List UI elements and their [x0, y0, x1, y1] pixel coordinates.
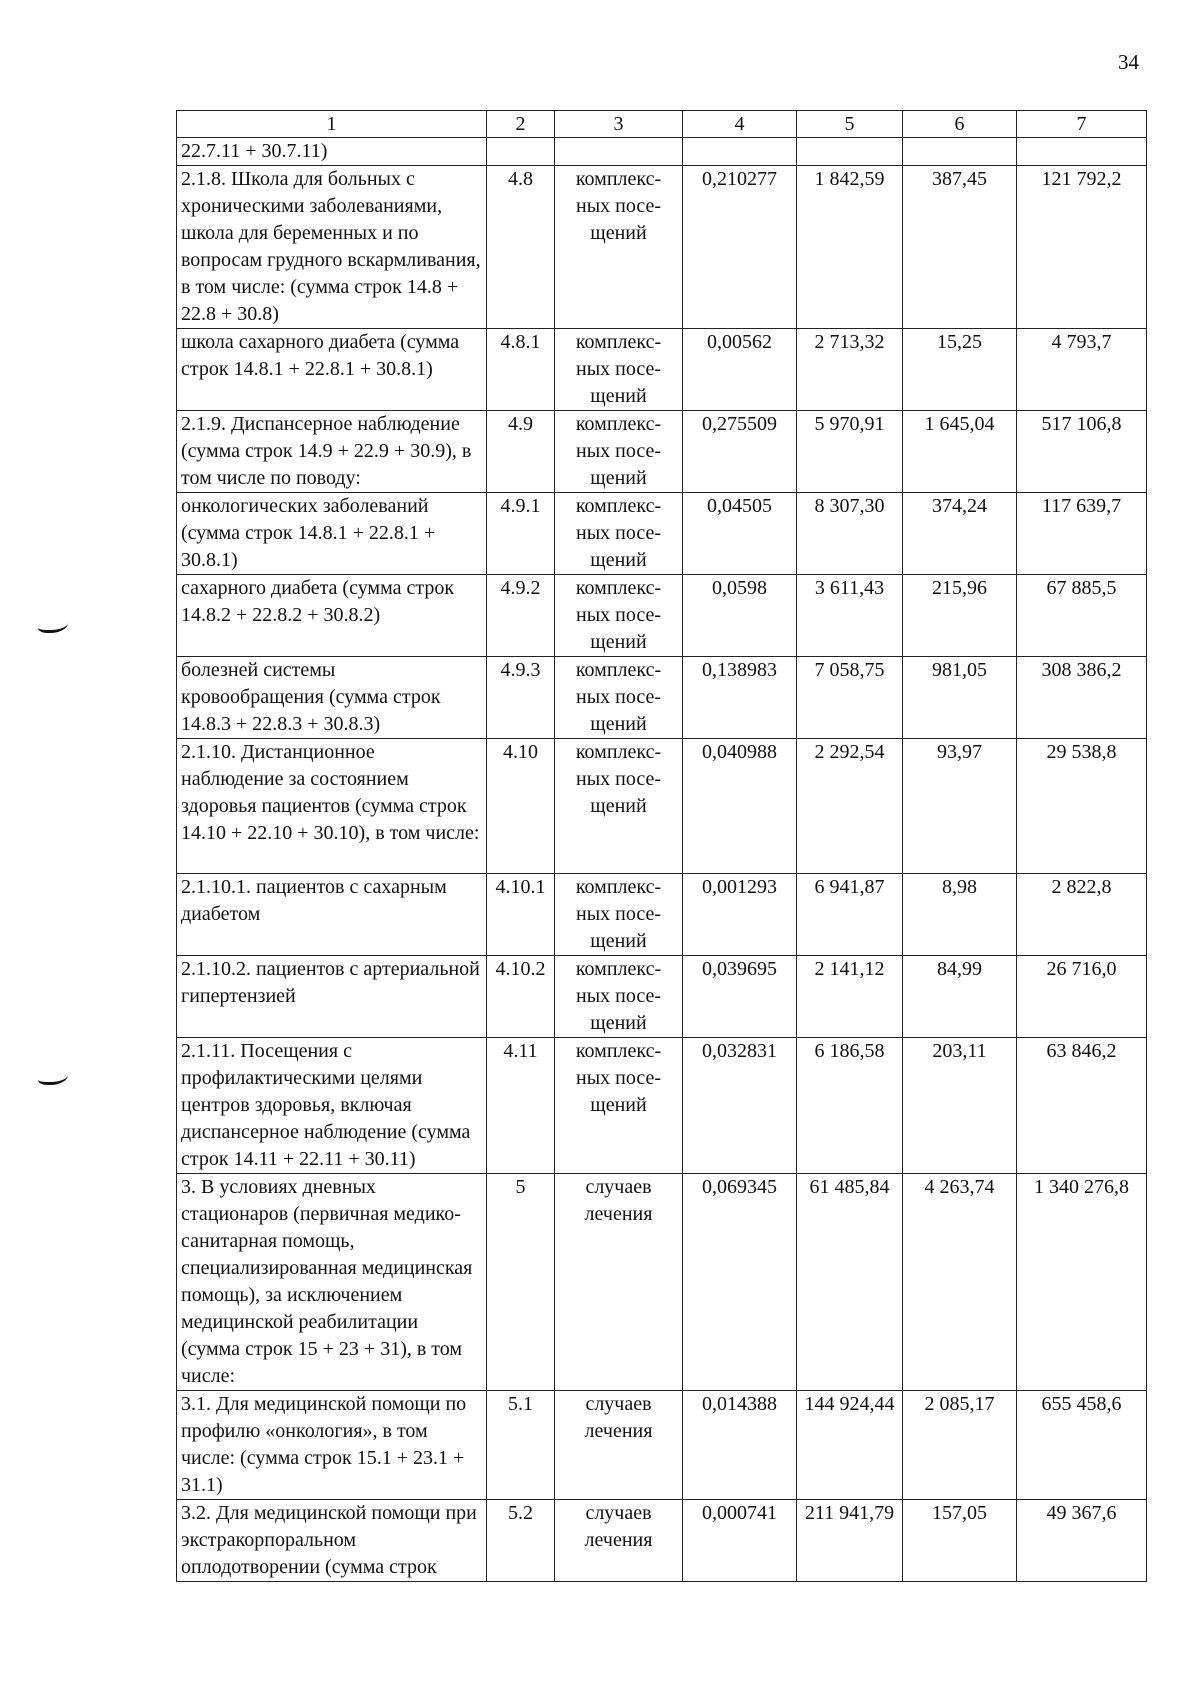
table-cell-c1: болезней системы кровообращения (сумма строк 14.8.3 + 22.8.3 + 30.8.3): [177, 657, 487, 739]
table-cell-c5: 144 924,44: [797, 1391, 903, 1500]
header-cell: 2: [487, 111, 555, 138]
table-cell-c3: комплекс-ных посе-щений: [555, 739, 683, 874]
table-cell-c4: 0,275509: [683, 411, 797, 493]
table-cell-c7: 4 793,7: [1017, 329, 1147, 411]
table-cell-c6: 8,98: [903, 874, 1017, 956]
table-cell-c1: 3.2. Для медицинской помощи при экстракорпоральном оплодотворении (сумма строк: [177, 1500, 487, 1582]
header-cell: 4: [683, 111, 797, 138]
table-cell-c6: 4 263,74: [903, 1174, 1017, 1391]
table-cell-c6: 1 645,04: [903, 411, 1017, 493]
table-cell-c6: 15,25: [903, 329, 1017, 411]
table-cell-c7: 117 639,7: [1017, 493, 1147, 575]
table-cell-c2: 5.1: [487, 1391, 555, 1500]
table-cell-c5: 8 307,30: [797, 493, 903, 575]
table-cell-c7: 308 386,2: [1017, 657, 1147, 739]
table-cell-c2: 4.8.1: [487, 329, 555, 411]
table-cell-c1: 2.1.10. Дистанционное наблюдение за состоянием здоровья пациентов (сумма строк 14.10 + 22.10 + 30.10), в том числе:: [177, 739, 487, 874]
table-cell-c5: 1 842,59: [797, 166, 903, 329]
table-cell-c3: комплекс-ных посе-щений: [555, 493, 683, 575]
header-cell: 5: [797, 111, 903, 138]
table-cell-c5: 6 941,87: [797, 874, 903, 956]
table-cell-c3: комплекс-ных посе-щений: [555, 166, 683, 329]
table-cell-c4: 0,001293: [683, 874, 797, 956]
table-cell-c3: комплекс-ных посе-щений: [555, 874, 683, 956]
table-cell-c6: [903, 138, 1017, 166]
table-cell-c7: 121 792,2: [1017, 166, 1147, 329]
table-cell-c7: [1017, 138, 1147, 166]
table-cell-c6: 374,24: [903, 493, 1017, 575]
table-cell-c6: 981,05: [903, 657, 1017, 739]
table-cell-c5: 2 292,54: [797, 739, 903, 874]
table-cell-c1: школа сахарного диабета (сумма строк 14.8.1 + 22.8.1 + 30.8.1): [177, 329, 487, 411]
table-cell-c1: 3. В условиях дневных стационаров (первичная медико-санитарная помощь, специализированная медицинская помощь), за исключением медицинской реабилитации (сумма строк 15 + 23 + 31), в том числе:: [177, 1174, 487, 1391]
header-cell: 7: [1017, 111, 1147, 138]
table-cell-c5: 3 611,43: [797, 575, 903, 657]
table-cell-c4: 0,00562: [683, 329, 797, 411]
table-cell-c7: 1 340 276,8: [1017, 1174, 1147, 1391]
table-cell-c2: 4.9.1: [487, 493, 555, 575]
table-row: [177, 956, 1147, 1038]
data-table: [176, 110, 1147, 1582]
table-cell-c4: 0,069345: [683, 1174, 797, 1391]
table-row: [177, 1174, 1147, 1391]
header-cell: 3: [555, 111, 683, 138]
table-cell-c2: 4.9.2: [487, 575, 555, 657]
table-cell-c1: 22.7.11 + 30.7.11): [177, 138, 487, 166]
table-cell-c2: 4.10: [487, 739, 555, 874]
table-cell-c7: 517 106,8: [1017, 411, 1147, 493]
margin-mark-top: [38, 616, 68, 633]
table-cell-c4: 0,04505: [683, 493, 797, 575]
table-row: [177, 411, 1147, 493]
table-cell-c3: комплекс-ных посе-щений: [555, 657, 683, 739]
table-cell-c5: 2 141,12: [797, 956, 903, 1038]
table-cell-c2: 4.9: [487, 411, 555, 493]
table-cell-c4: 0,0598: [683, 575, 797, 657]
table-cell-c3: случаев лечения: [555, 1500, 683, 1582]
table-cell-c1: 2.1.10.2. пациентов с артериальной гипертензией: [177, 956, 487, 1038]
table-cell-c4: 0,032831: [683, 1038, 797, 1174]
table-cell-c7: 26 716,0: [1017, 956, 1147, 1038]
page-number: 34: [1118, 50, 1139, 74]
margin-mark-bottom: [38, 1068, 68, 1085]
table-cell-c5: 61 485,84: [797, 1174, 903, 1391]
table-cell-c4: 0,138983: [683, 657, 797, 739]
table-cell-c2: 4.10.1: [487, 874, 555, 956]
table-cell-c1: 2.1.8. Школа для больных с хроническими заболеваниями, школа для беременных и по вопросам грудного вскармливания, в том числе: (сумма строк 14.8 + 22.8 + 30.8): [177, 166, 487, 329]
table-header-row: [177, 111, 1147, 138]
table-cell-c2: [487, 138, 555, 166]
header-cell: 6: [903, 111, 1017, 138]
table-cell-c2: 4.9.3: [487, 657, 555, 739]
table-cell-c3: комплекс-ных посе-щений: [555, 575, 683, 657]
table-cell-c7: 2 822,8: [1017, 874, 1147, 956]
table-cell-c4: [683, 138, 797, 166]
table-cell-c5: 6 186,58: [797, 1038, 903, 1174]
table-cell-c1: сахарного диабета (сумма строк 14.8.2 + 22.8.2 + 30.8.2): [177, 575, 487, 657]
header-cell: 1: [177, 111, 487, 138]
table-cell-c6: 84,99: [903, 956, 1017, 1038]
table-cell-c7: 655 458,6: [1017, 1391, 1147, 1500]
table-cell-c2: 4.11: [487, 1038, 555, 1174]
table-cell-c3: случаев лечения: [555, 1391, 683, 1500]
table-cell-c5: 2 713,32: [797, 329, 903, 411]
table-cell-c4: 0,210277: [683, 166, 797, 329]
table-cell-c1: 3.1. Для медицинской помощи по профилю «онкология», в том числе: (сумма строк 15.1 + 23.1 + 31.1): [177, 1391, 487, 1500]
table-row: [177, 739, 1147, 874]
table-cell-c7: 63 846,2: [1017, 1038, 1147, 1174]
table-cell-c1: 2.1.11. Посещения с профилактическими целями центров здоровья, включая диспансерное наблюдение (сумма строк 14.11 + 22.11 + 30.11): [177, 1038, 487, 1174]
table-cell-c6: 157,05: [903, 1500, 1017, 1582]
table-cell-c1: онкологических заболеваний (сумма строк 14.8.1 + 22.8.1 + 30.8.1): [177, 493, 487, 575]
table-cell-c6: 215,96: [903, 575, 1017, 657]
table-row: [177, 1500, 1147, 1582]
table-cell-c2: 4.10.2: [487, 956, 555, 1038]
table-cell-c4: 0,014388: [683, 1391, 797, 1500]
table-cell-c4: 0,040988: [683, 739, 797, 874]
table-cell-c3: комплекс-ных посе-щений: [555, 956, 683, 1038]
table-cell-c4: 0,000741: [683, 1500, 797, 1582]
table-cell-c7: 49 367,6: [1017, 1500, 1147, 1582]
table-row: [177, 1391, 1147, 1500]
table-cell-c3: комплекс-ных посе-щений: [555, 329, 683, 411]
table-cell-c6: 2 085,17: [903, 1391, 1017, 1500]
table-cell-c5: 211 941,79: [797, 1500, 903, 1582]
table-cell-c2: 4.8: [487, 166, 555, 329]
table-cell-c6: 387,45: [903, 166, 1017, 329]
table-row: [177, 329, 1147, 411]
table-cell-c5: 5 970,91: [797, 411, 903, 493]
table-cell-c6: 203,11: [903, 1038, 1017, 1174]
table-cell-c5: [797, 138, 903, 166]
table-cell-c5: 7 058,75: [797, 657, 903, 739]
table-cell-c2: 5.2: [487, 1500, 555, 1582]
table-cell-c2: 5: [487, 1174, 555, 1391]
table-cell-c1: 2.1.10.1. пациентов с сахарным диабетом: [177, 874, 487, 956]
table-cell-c3: комплекс-ных посе-щений: [555, 1038, 683, 1174]
table-cell-c3: [555, 138, 683, 166]
table-cell-c4: 0,039695: [683, 956, 797, 1038]
table-row: [177, 657, 1147, 739]
table-cell-c6: 93,97: [903, 739, 1017, 874]
table-row: [177, 874, 1147, 956]
table-row: [177, 166, 1147, 329]
table-row: [177, 138, 1147, 166]
table-row: [177, 493, 1147, 575]
table-row: [177, 575, 1147, 657]
table-cell-c1: 2.1.9. Диспансерное наблюдение (сумма строк 14.9 + 22.9 + 30.9), в том числе по поводу:: [177, 411, 487, 493]
table-cell-c3: случаев лечения: [555, 1174, 683, 1391]
table-cell-c7: 29 538,8: [1017, 739, 1147, 874]
table-cell-c7: 67 885,5: [1017, 575, 1147, 657]
table-cell-c3: комплекс-ных посе-щений: [555, 411, 683, 493]
table-row: [177, 1038, 1147, 1174]
